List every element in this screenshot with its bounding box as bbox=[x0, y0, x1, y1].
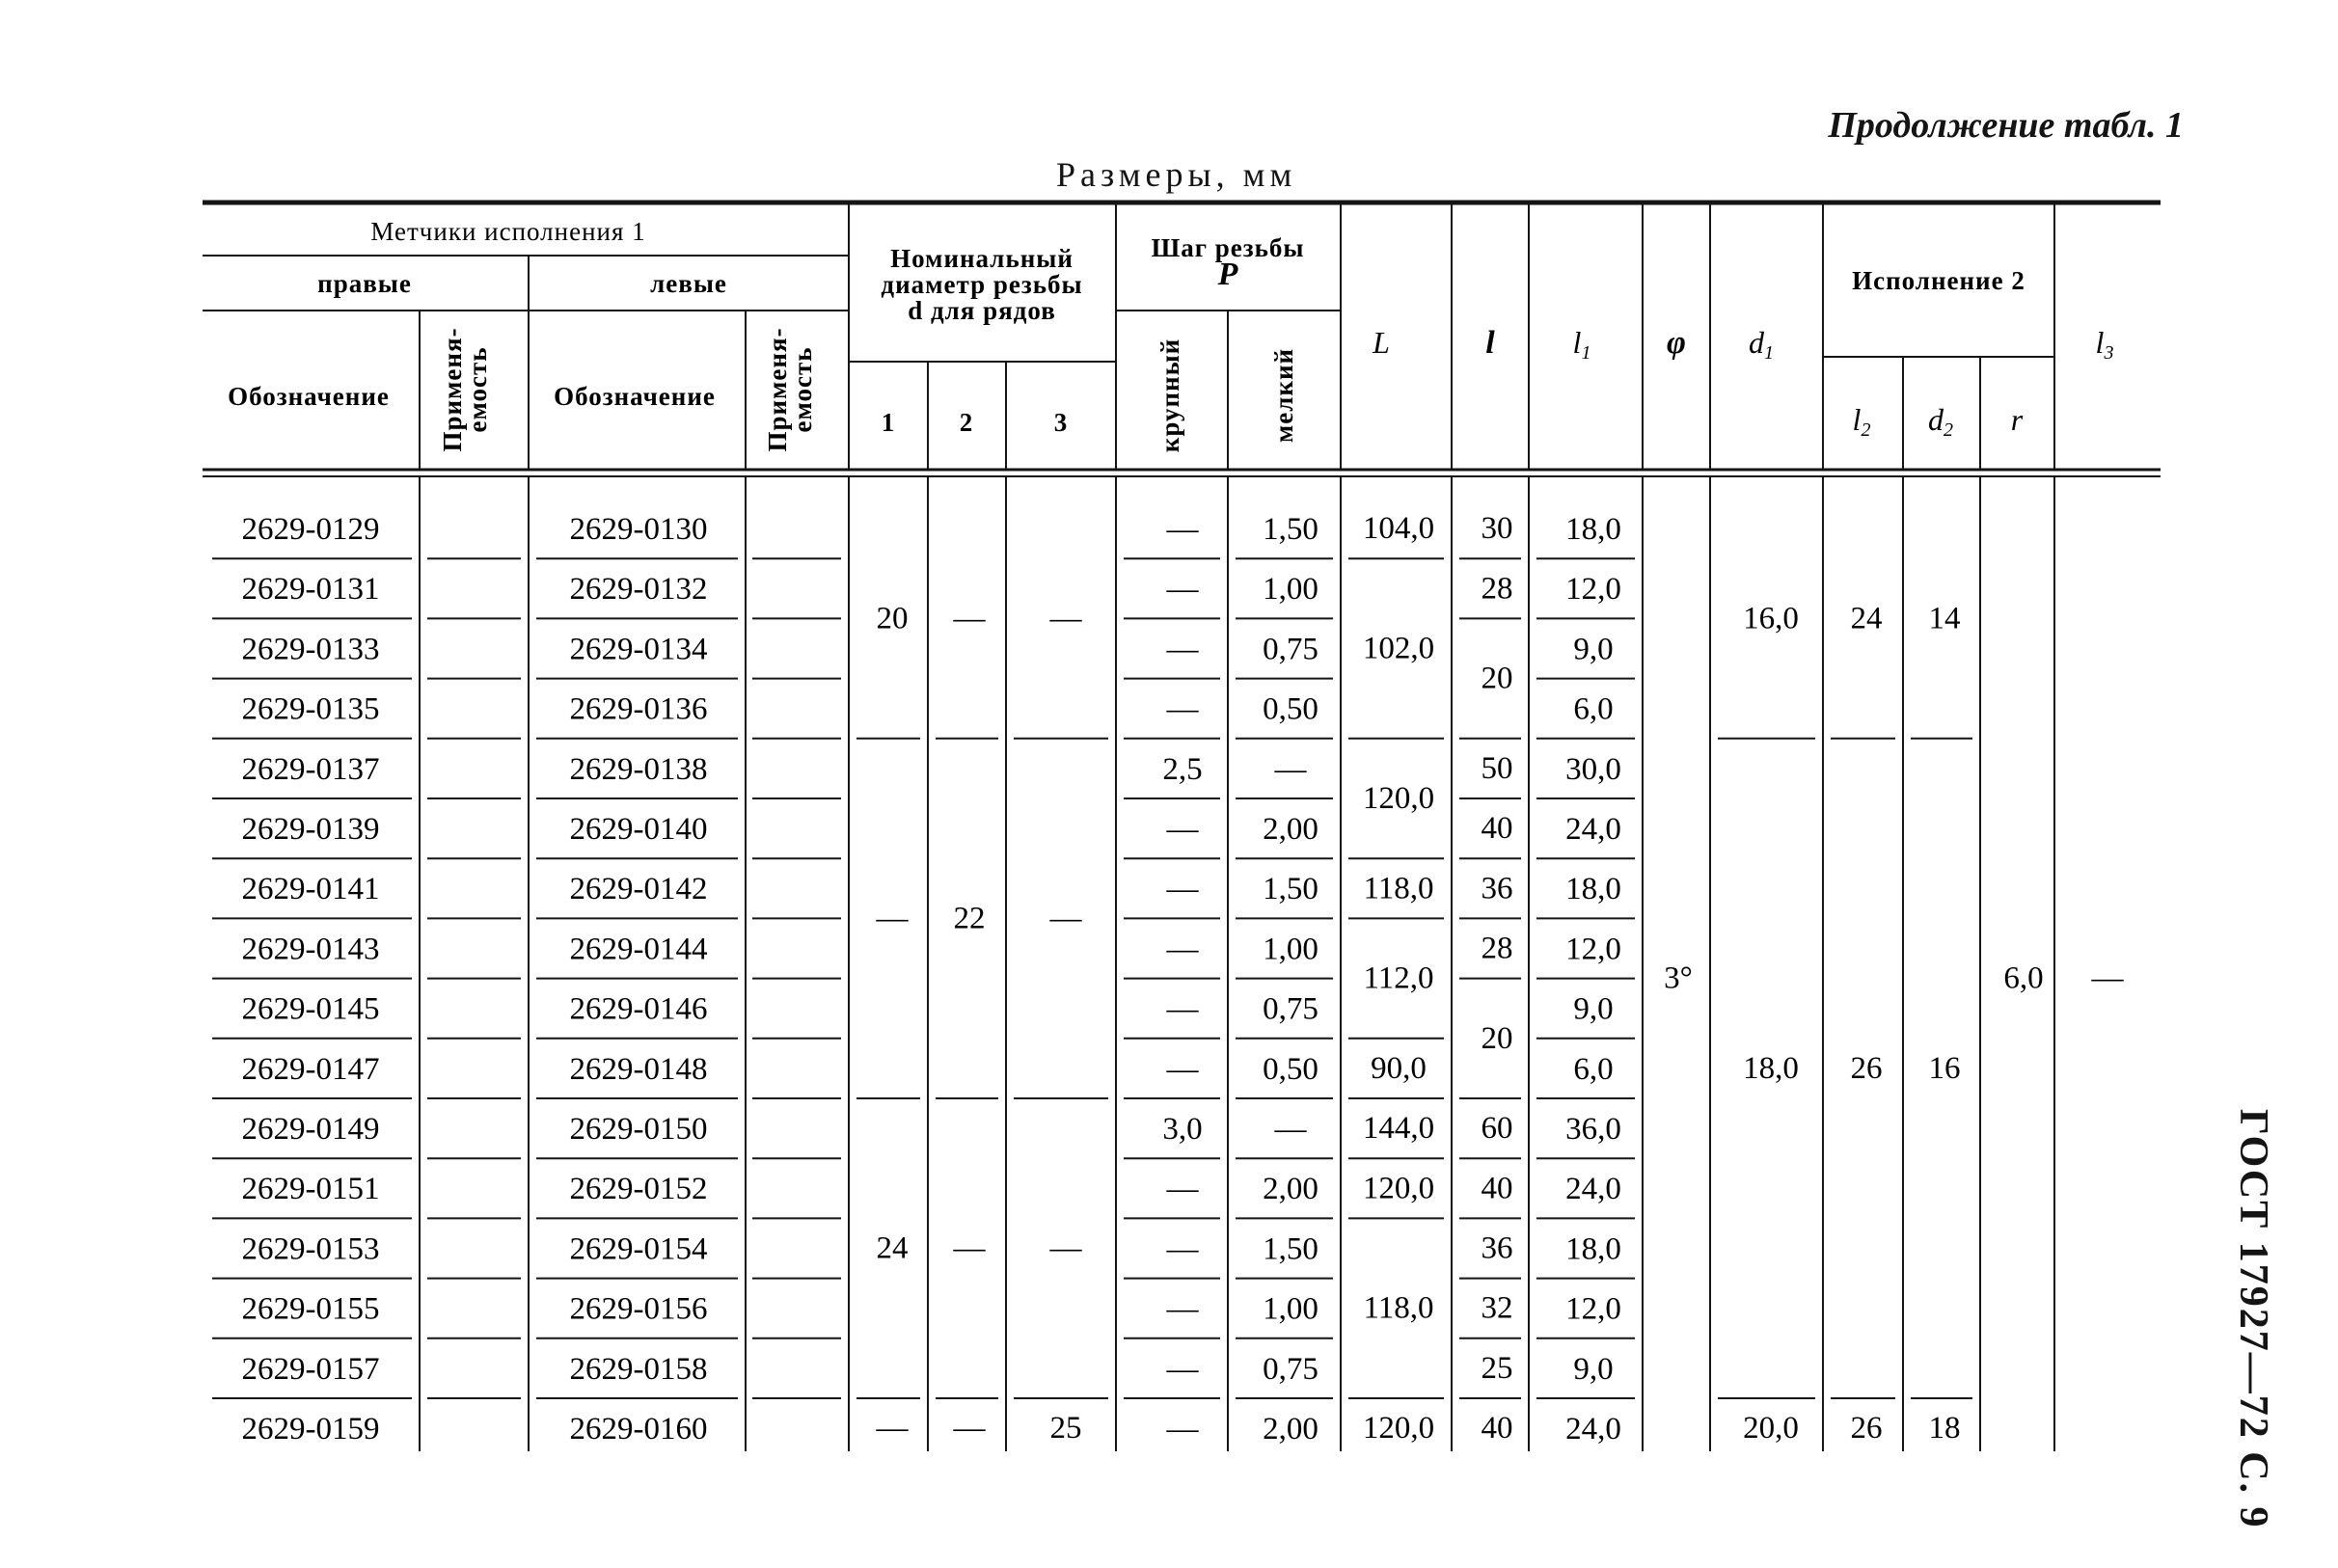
cell-d1-1: 18,0 bbox=[1743, 1050, 1799, 1086]
cell-fine-4: — bbox=[1274, 751, 1307, 787]
cell-right-14: 2629-0157 bbox=[241, 1351, 380, 1387]
cell-coarse-2: — bbox=[1166, 632, 1199, 667]
cell-right-4: 2629-0137 bbox=[241, 751, 380, 787]
cell-coarse-3: — bbox=[1166, 691, 1199, 727]
cell-L-4: 112,0 bbox=[1363, 960, 1434, 996]
cell-L-6: 144,0 bbox=[1362, 1111, 1435, 1147]
cell-d_row3-0: — bbox=[1049, 601, 1082, 636]
cell-d_row2-0: — bbox=[953, 601, 986, 636]
cell-l1-0: 18,0 bbox=[1565, 512, 1621, 547]
header-applicability-right-1: Применя- bbox=[438, 327, 467, 452]
cell-right-0: 2629-0129 bbox=[241, 512, 380, 547]
cell-l2-1: 26 bbox=[1850, 1050, 1883, 1086]
cell-left-1: 2629-0132 bbox=[569, 572, 708, 608]
cell-r-0: 6,0 bbox=[2003, 960, 2044, 996]
cell-left-10: 2629-0150 bbox=[569, 1112, 708, 1147]
cell-right-3: 2629-0135 bbox=[241, 691, 380, 727]
header-designation-right: Обозначение bbox=[228, 382, 390, 411]
cell-coarse-11: — bbox=[1166, 1172, 1199, 1207]
cell-L-9: 120,0 bbox=[1362, 1411, 1435, 1446]
continuation-label: Продолжение табл. 1 bbox=[1828, 105, 2184, 146]
cell-l-4: 40 bbox=[1481, 811, 1513, 847]
header-right-hand: правые bbox=[317, 269, 412, 298]
cell-fine-9: 0,50 bbox=[1263, 1051, 1319, 1087]
cell-fine-1: 1,00 bbox=[1263, 572, 1319, 608]
cell-L-2: 120,0 bbox=[1362, 781, 1435, 816]
cell-coarse-8: — bbox=[1166, 991, 1199, 1027]
cell-l2-0: 24 bbox=[1850, 601, 1883, 636]
header-series-3: 3 bbox=[1053, 408, 1069, 437]
cell-l-0: 30 bbox=[1481, 511, 1513, 547]
cell-l3-0: — bbox=[2091, 960, 2124, 996]
cell-fine-0: 1,50 bbox=[1263, 512, 1319, 547]
header-phi: φ bbox=[1667, 325, 1686, 361]
cell-d1-2: 20,0 bbox=[1743, 1411, 1799, 1446]
header-L: L bbox=[1373, 325, 1390, 360]
header-applicability-right-2: емость bbox=[463, 346, 492, 433]
cell-L-1: 102,0 bbox=[1362, 631, 1435, 666]
cell-l1-1: 12,0 bbox=[1565, 572, 1621, 608]
cell-phi-0: 3° bbox=[1664, 960, 1693, 996]
cell-coarse-15: — bbox=[1166, 1412, 1199, 1446]
cell-l1-9: 6,0 bbox=[1573, 1051, 1614, 1087]
cell-fine-2: 0,75 bbox=[1263, 632, 1319, 667]
cell-coarse-9: — bbox=[1166, 1051, 1199, 1087]
cell-l1-10: 36,0 bbox=[1565, 1112, 1621, 1147]
header-fine: мелкий bbox=[1269, 347, 1298, 444]
cell-left-5: 2629-0140 bbox=[569, 812, 708, 847]
cell-d_row1-1: — bbox=[876, 901, 909, 936]
cell-l1-12: 18,0 bbox=[1565, 1231, 1621, 1267]
standard-side-label: ГОСТ 17927—72 С. 9 bbox=[2231, 1109, 2275, 1529]
cell-left-0: 2629-0130 bbox=[569, 512, 708, 547]
cell-l-6: 28 bbox=[1481, 931, 1513, 966]
cell-d_row3-1: — bbox=[1049, 901, 1082, 936]
cell-l-9: 40 bbox=[1481, 1171, 1513, 1206]
cell-right-5: 2629-0139 bbox=[241, 812, 380, 847]
cell-l1-3: 6,0 bbox=[1573, 691, 1614, 727]
cell-l1-11: 24,0 bbox=[1565, 1172, 1621, 1207]
cell-l1-2: 9,0 bbox=[1573, 632, 1614, 667]
cell-coarse-5: — bbox=[1166, 812, 1199, 847]
cell-right-11: 2629-0151 bbox=[241, 1172, 380, 1207]
header-designation-left: Обозначение bbox=[554, 382, 716, 411]
cell-fine-15: 2,00 bbox=[1263, 1412, 1319, 1446]
header-nominal-3: d для рядов bbox=[908, 296, 1056, 325]
cell-left-3: 2629-0136 bbox=[569, 691, 708, 727]
cell-fine-3: 0,50 bbox=[1263, 691, 1319, 727]
cell-d_row3-2: — bbox=[1049, 1230, 1082, 1266]
cell-left-8: 2629-0146 bbox=[569, 991, 708, 1027]
cell-fine-7: 1,00 bbox=[1263, 932, 1319, 967]
cell-coarse-10: 3,0 bbox=[1162, 1112, 1203, 1147]
cell-right-2: 2629-0133 bbox=[241, 632, 380, 667]
cell-d2-1: 16 bbox=[1928, 1050, 1961, 1086]
cell-fine-5: 2,00 bbox=[1263, 812, 1319, 847]
cell-l-11: 32 bbox=[1481, 1290, 1513, 1326]
cell-l-7: 20 bbox=[1481, 1020, 1513, 1056]
cell-d_row1-0: 20 bbox=[876, 601, 909, 636]
header-d1: d1 bbox=[1749, 325, 1774, 364]
cell-d_row1-2: 24 bbox=[876, 1230, 909, 1266]
cell-fine-10: — bbox=[1274, 1112, 1307, 1147]
cell-d_row2-2: — bbox=[953, 1230, 986, 1266]
header-applicability-left-1: Применя- bbox=[763, 327, 792, 452]
header-d2: d2 bbox=[1928, 402, 1953, 441]
cell-left-13: 2629-0156 bbox=[569, 1291, 708, 1327]
cell-fine-8: 0,75 bbox=[1263, 991, 1319, 1027]
cell-right-7: 2629-0143 bbox=[241, 932, 380, 967]
header-l3: l3 bbox=[2095, 325, 2114, 364]
header-pitch: Шаг резьбы bbox=[1151, 233, 1305, 262]
cell-l-8: 60 bbox=[1481, 1111, 1513, 1147]
cell-L-8: 118,0 bbox=[1363, 1290, 1434, 1326]
cell-fine-11: 2,00 bbox=[1263, 1172, 1319, 1207]
cell-l1-4: 30,0 bbox=[1565, 751, 1621, 787]
cell-l1-15: 24,0 bbox=[1565, 1412, 1621, 1446]
cell-fine-13: 1,00 bbox=[1263, 1291, 1319, 1327]
cell-l-13: 40 bbox=[1481, 1411, 1513, 1446]
cell-right-13: 2629-0155 bbox=[241, 1291, 380, 1327]
cell-l-10: 36 bbox=[1481, 1230, 1513, 1266]
cell-l1-7: 12,0 bbox=[1565, 932, 1621, 967]
cell-left-15: 2629-0160 bbox=[569, 1412, 708, 1446]
cell-left-14: 2629-0158 bbox=[569, 1351, 708, 1387]
cell-left-9: 2629-0148 bbox=[569, 1051, 708, 1087]
cell-d1-0: 16,0 bbox=[1743, 601, 1799, 636]
cell-L-0: 104,0 bbox=[1362, 511, 1435, 547]
cell-coarse-13: — bbox=[1166, 1291, 1199, 1327]
cell-coarse-6: — bbox=[1166, 872, 1199, 907]
header-l: l bbox=[1485, 325, 1495, 361]
header-series-1: 1 bbox=[881, 408, 896, 437]
cell-left-2: 2629-0134 bbox=[569, 632, 708, 667]
cell-l-3: 50 bbox=[1481, 750, 1513, 786]
cell-right-10: 2629-0149 bbox=[241, 1112, 380, 1147]
cell-l1-8: 9,0 bbox=[1573, 991, 1614, 1027]
cell-left-6: 2629-0142 bbox=[569, 872, 708, 907]
header-pitch-symbol: P bbox=[1217, 257, 1238, 292]
header-applicability-left-2: емость bbox=[788, 346, 817, 433]
cell-l2-2: 26 bbox=[1850, 1411, 1883, 1446]
cell-l1-5: 24,0 bbox=[1565, 812, 1621, 847]
cell-coarse-1: — bbox=[1166, 572, 1199, 608]
cell-coarse-4: 2,5 bbox=[1162, 751, 1203, 787]
cell-l1-14: 9,0 bbox=[1573, 1351, 1614, 1387]
cell-d_row3-3: 25 bbox=[1049, 1411, 1082, 1446]
header-l1: l1 bbox=[1572, 325, 1591, 364]
cell-l1-6: 18,0 bbox=[1565, 872, 1621, 907]
cell-d2-2: 18 bbox=[1928, 1411, 1961, 1446]
cell-l-5: 36 bbox=[1481, 871, 1513, 906]
header-nominal-2: диаметр резьбы bbox=[881, 270, 1083, 299]
cell-fine-12: 1,50 bbox=[1263, 1231, 1319, 1267]
header-version2: Исполнение 2 bbox=[1852, 266, 2025, 295]
header-nominal-1: Номинальный bbox=[890, 244, 1074, 273]
cell-left-7: 2629-0144 bbox=[569, 932, 708, 967]
cell-right-9: 2629-0147 bbox=[241, 1051, 380, 1087]
header-series-2: 2 bbox=[959, 408, 974, 437]
cell-L-5: 90,0 bbox=[1371, 1050, 1427, 1086]
cell-left-4: 2629-0138 bbox=[569, 751, 708, 787]
cell-d_row2-3: — bbox=[953, 1411, 986, 1446]
cell-d_row2-1: 22 bbox=[953, 901, 986, 936]
cell-coarse-0: — bbox=[1166, 512, 1199, 547]
cell-fine-6: 1,50 bbox=[1263, 872, 1319, 907]
cell-right-1: 2629-0131 bbox=[241, 572, 380, 608]
cell-d_row1-3: — bbox=[876, 1411, 909, 1446]
cell-l1-13: 12,0 bbox=[1565, 1291, 1621, 1327]
cell-coarse-14: — bbox=[1166, 1351, 1199, 1387]
cell-l-1: 28 bbox=[1481, 571, 1513, 607]
cell-l-2: 20 bbox=[1481, 661, 1513, 696]
cell-right-6: 2629-0141 bbox=[241, 872, 380, 907]
cell-left-12: 2629-0154 bbox=[569, 1231, 708, 1267]
header-coarse: крупный bbox=[1155, 338, 1184, 453]
cell-left-11: 2629-0152 bbox=[569, 1172, 708, 1207]
cell-L-7: 120,0 bbox=[1362, 1171, 1435, 1206]
header-left-hand: левые bbox=[650, 269, 727, 298]
cell-L-3: 118,0 bbox=[1363, 871, 1434, 906]
cell-right-12: 2629-0153 bbox=[241, 1231, 380, 1267]
cell-right-15: 2629-0159 bbox=[241, 1412, 380, 1446]
cell-coarse-12: — bbox=[1166, 1231, 1199, 1267]
cell-fine-14: 0,75 bbox=[1263, 1351, 1319, 1387]
cell-coarse-7: — bbox=[1166, 932, 1199, 967]
cell-d2-0: 14 bbox=[1928, 601, 1961, 636]
units-label: Размеры, мм bbox=[1056, 155, 1297, 194]
cell-l-12: 25 bbox=[1481, 1350, 1513, 1386]
header-l2: l2 bbox=[1852, 402, 1871, 441]
header-taps-version1: Метчики исполнения 1 bbox=[370, 217, 646, 246]
header-r: r bbox=[2010, 402, 2024, 437]
cell-right-8: 2629-0145 bbox=[241, 991, 380, 1027]
